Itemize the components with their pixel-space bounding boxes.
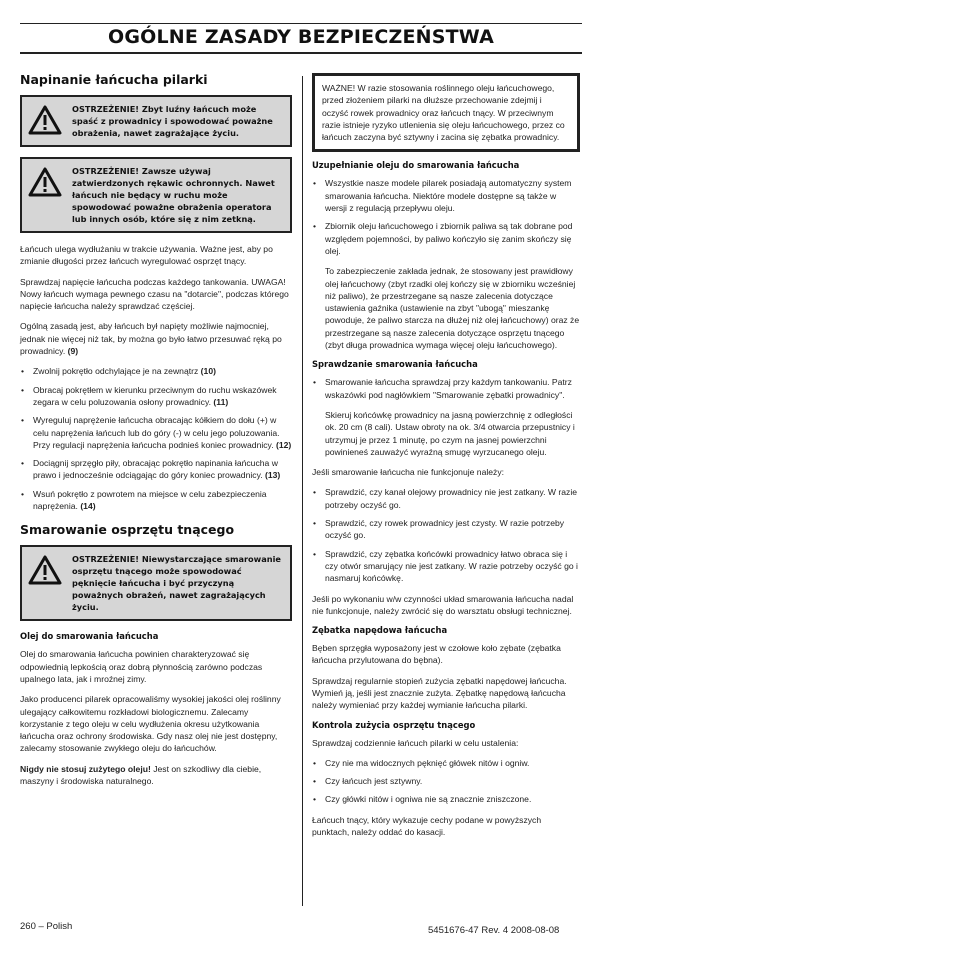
list-item: • Sprawdzić, czy rowek prowadnicy jest czysty. W razie potrzeby oczyść go.: [313, 518, 565, 541]
paragraph: Bęben sprzęgła wyposażony jest w czołowe koło zębate (zębatka łańcucha przylutowana do bębna).: [312, 643, 561, 666]
paragraph: Ogólną zasadą jest, aby łańcuch był napięty możliwie najmocniej, jednak nie więcej niż tak, by można go było łatwo przesuwać ręką po prowadnicy. (9): [20, 321, 282, 357]
footer-doc-ref: 5451676-47 Rev. 4 2008-08-08: [428, 925, 560, 936]
note-text: WAŻNE! W razie stosowania roślinnego oleju łańcuchowego, przed złożeniem pilarki na dłuższe przechowanie zdejmij i oczyść rowek prowadnicy oraz łańcuch tnący. W przeciwnym razie istnieje ryzyko utlenienia się oleju łańcuchowego, przez co łańcuch zaczyna być sztywny i zacina się zębatka prowadnicy.: [322, 83, 565, 143]
section-title-chain-tension: Napinanie łańcucha pilarki: [20, 72, 208, 87]
list-item: • Wyreguluj naprężenie łańcucha obracając kółkiem do dołu (+) w celu naprężenia łańcuch lub do góry (-) w celu jego poluzowania. Przy regulacji naprężenia łańcucha podnieś koniec prowadnicy. (12): [21, 415, 292, 450]
subheading-wear-check: Kontrola zużycia osprzętu tnącego: [312, 719, 476, 730]
subheading-check-lubrication: Sprawdzanie smarowania łańcucha: [312, 359, 478, 370]
paragraph: To zabezpieczenie zakłada jednak, że stosowany jest prawidłowy olej łańcuchowy (zbyt rzadki olej kończy się w zbiorniku wcześniej niż paliwo), że przestrzegane są nasze zalecenia dotyczące ustawienia gaźnika (ustawienie na zbyt "ubogą" mieszankę powoduje, że paliwo starcza na dłużej niż olej łańcuchowy) oraz że przestrzegane są nasze zalecenia dotyczące osprzętu tnącego (zbyt długa prowadnica wymaga więcej oleju łańcuchowego).: [325, 266, 580, 351]
left-column: [20, 66, 292, 795]
list-item: • Dociągnij sprzęgło piły, obracając pokrętło napinania łańcucha w prawo i jednocześnie odciągając do góry koniec prowadnicy. (13): [21, 458, 281, 481]
list-item: • Sprawdzić, czy kanał olejowy prowadnicy nie jest zatkany. W razie potrzeby oczyść go.: [313, 487, 578, 510]
oil-refill-list: [312, 177, 580, 257]
list-item: • Czy nie ma widocznych pęknięć główek nitów i ogniw.: [313, 757, 530, 768]
paragraph: Olej do smarowania łańcucha powinien charakteryzować się odpowiednią lepkością oraz dobrą płynnością zarówno podczas upalnego lata, jak i mroźnej zimy.: [20, 649, 263, 684]
warning-text: OSTRZEŻENIE! Zawsze używaj zatwierdzonych rękawic ochronnych. Nawet łańcuch nie będący w ruchu może spowodować poważne obrażenia operatora lub innych osób, które się z nim zetkną.: [72, 166, 275, 224]
warning-box-lubrication: [20, 545, 292, 621]
important-note-box: [312, 73, 580, 152]
warning-triangle-icon: [28, 553, 72, 613]
check-lubrication-list: [312, 376, 580, 401]
list-item: • Smarowanie łańcucha sprawdzaj przy każdym tankowaniu. Patrz wskazówki pod nagłówkiem "Smarowanie zębatki prowadnicy".: [313, 377, 572, 400]
paragraph: Łańcuch ulega wydłużaniu w trakcie używania. Ważne jest, aby po zmianie długości przez łańcuch wyregulować osprzęt tnący.: [20, 244, 273, 267]
page-title: OGÓLNE ZASADY BEZPIECZEŃSTWA: [108, 26, 494, 48]
list-item: • Czy główki nitów i ogniwa nie są znacznie zniszczone.: [313, 794, 532, 805]
paragraph: Jako producenci pilarek opracowaliśmy wysokiej jakości olej roślinny ulegający całkowitemu rozkładowi biologicznemu. Zalecamy korzystanie z tego oleju w celu wydłużenia okresu użytkowania łańcucha oraz ochrony środowiska. Gdy nasz olej nie jest dostępny, zalecamy stosowanie zwykłego oleju do łańcuchów.: [20, 694, 281, 754]
paragraph: Nigdy nie stosuj zużytego oleju! Jest on szkodliwy dla ciebie, maszyny i środowiska naturalnego.: [20, 763, 262, 787]
warning-box-gloves: [20, 157, 292, 233]
title-rule-bottom: [20, 52, 582, 54]
subheading-drive-sprocket: Zębatka napędowa łańcucha: [312, 625, 448, 636]
troubleshoot-list: [312, 486, 580, 584]
list-item: • Czy łańcuch jest sztywny.: [313, 776, 423, 787]
tension-steps-list: [20, 365, 292, 512]
column-divider: [302, 76, 303, 906]
paragraph: Sprawdzaj regularnie stopień zużycia zębatki napędowej łańcucha. Wymień ją, jeśli jest znacznie zużyta. Zębatkę napędową łańcucha należy wymieniać przy każdej wymianie łańcucha pilarki.: [312, 675, 567, 711]
paragraph: Skieruj końcówkę prowadnicy na jasną powierzchnię z odległości ok. 20 cm (8 cali). Ustaw obroty na ok. 3/4 otwarcia przepustnicy i utrzymuj je przez 1 minutę, po czym na jasnej powierzchni powinieneś zauważyć wyraźną smugę wyrzucanego oleju.: [325, 409, 575, 457]
wear-check-list: [312, 757, 580, 806]
subheading-chain-oil: Olej do smarowania łańcucha: [20, 631, 159, 642]
paragraph: Jeśli smarowanie łańcucha nie funkcjonuje należy:: [312, 467, 505, 478]
right-column: [312, 73, 580, 846]
paragraph: Jeśli po wykonaniu w/w czynności układ smarowania łańcucha nadal nie funkcjonuje, należy zwrócić się do warsztatu obsługi technicznej.: [312, 593, 574, 616]
paragraph: Łańcuch tnący, który wykazuje cechy podane w powyższych punktach, należy oddać do kasacji.: [312, 814, 542, 838]
list-item: • Zbiornik oleju łańcuchowego i zbiornik paliwa są tak dobrane pod względem pojemności, by paliwo kończyło się zanim skończy się olej.: [313, 221, 573, 256]
title-rule-top: [20, 23, 582, 24]
section-title-lubrication: Smarowanie osprzętu tnącego: [20, 522, 235, 538]
paragraph: Sprawdzaj napięcie łańcucha podczas każdego tankowania. UWAGA! Nowy łańcuch wymaga pewnego czasu na "dotarcie", podczas którego napięcie łańcucha należy sprawdzać częściej.: [20, 276, 289, 312]
warning-box-loose-chain: [20, 95, 292, 147]
warning-triangle-icon: [28, 165, 72, 225]
list-item: • Wsuń pokrętło z powrotem na miejsce w celu zabezpieczenia naprężenia. (14): [21, 488, 267, 512]
list-item: • Wszystkie nasze modele pilarek posiadają automatyczny system smarowania łańcucha. Niektóre modele dostępne są także w wersji z regulacją przepływu oleju.: [313, 178, 572, 214]
warning-text: OSTRZEŻENIE! Zbyt luźny łańcuch może spaść z prowadnicy i spowodować poważne obrażenia, nawet zagrażające życiu.: [72, 104, 273, 138]
list-item: • Zwolnij pokrętło odchylające je na zewnątrz (10): [21, 366, 216, 377]
list-item: • Sprawdzić, czy zębatka końcówki prowadnicy łatwo obraca się i czy otwór smarujący nie jest zatkany. W razie potrzeby oczyść go i nasmaruj końcówkę.: [313, 548, 578, 584]
subheading-oil-refill: Uzupełnianie oleju do smarowania łańcucha: [312, 160, 520, 171]
list-item: • Obracaj pokrętłem w kierunku przeciwnym do ruchu wskazówek zegara w celu poluzowania osłony prowadnicy. (11): [21, 384, 277, 407]
warning-triangle-icon: [28, 103, 72, 139]
paragraph: Sprawdzaj codziennie łańcuch pilarki w celu ustalenia:: [312, 737, 519, 748]
warning-text: OSTRZEŻENIE! Niewystarczające smarowanie osprzętu tnącego może spowodować pęknięcie łańcucha i być przyczyną poważnych obrażeń, nawet zagrażających życiu.: [72, 554, 281, 613]
footer-page-label: 260 – Polish: [20, 921, 73, 932]
